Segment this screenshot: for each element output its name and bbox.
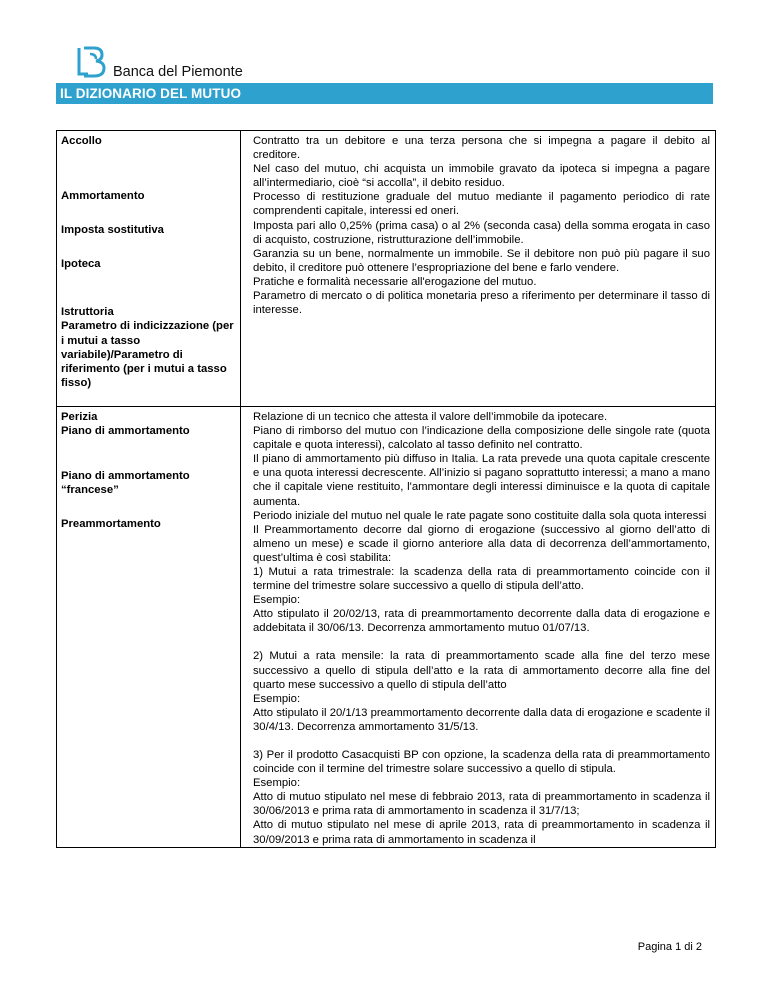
page-number: Pagina 1 di 2 xyxy=(637,941,702,953)
example-label: Esempio: xyxy=(253,594,301,607)
term-accollo: Accollo xyxy=(61,135,102,147)
example-label: Esempio: xyxy=(253,777,301,790)
def-accollo-mutuo: Nel caso del mutuo, chi acquista un immobile gravato da ipoteca si impegna a pagare all’intermediario, cioè “si accolla”, il debito residuo. xyxy=(253,163,710,190)
glossary-table xyxy=(56,130,716,848)
term-istruttoria: Istruttoria xyxy=(61,306,114,319)
term-imposta-sostitutiva: Imposta sostitutiva xyxy=(61,224,164,237)
definitions-cell xyxy=(241,131,716,407)
example-trimestrale: Atto stipulato il 20/02/13, rata di preammortamento decorrente dalla data di erogazione e addebitata il 30/06/13. Decorrenza ammortamento mutuo 01/07/13. xyxy=(253,608,710,635)
def-preammortamento-decorrenza: Il Preammortamento decorre dal giorno di erogazione (successivo al giorno dell’atto di almeno un mese) e scade il giorno anteriore alla data di decorrenza dell’ammortamento, quest’ultima è così stabilita: xyxy=(253,523,710,564)
bank-name: Banca del Piemonte xyxy=(113,64,243,80)
term-preammortamento: Preammortamento xyxy=(61,518,161,531)
term-piano-francese: Piano di ammortamento “francese” xyxy=(61,470,190,497)
def-imposta-sostitutiva: Imposta pari allo 0,25% (prima casa) o al 2% (seconda casa) della somma erogata in caso di acquisto, costruzione, ristrutturazione dell’immobile. xyxy=(253,219,710,246)
term-ammortamento: Ammortamento xyxy=(61,190,145,203)
def-accollo: Contratto tra un debitore e una terza persona che si impegna a pagare il debito al creditore. xyxy=(253,135,710,162)
terms-cell xyxy=(57,131,241,407)
term-ipoteca: Ipoteca xyxy=(61,258,101,271)
bank-logo xyxy=(74,44,243,80)
def-rata-trimestrale: 1) Mutui a rata trimestrale: la scadenza della rata di preammortamento coincide con il termine del trimestre solare successivo a quello di stipula dell’atto. xyxy=(253,565,710,593)
def-piano-ammortamento: Piano di rimborso del mutuo con l’indicazione della composizione delle singole rate (quota capitale e quota interessi), calcolato al tasso definito nel contratto. xyxy=(253,425,710,452)
terms-cell xyxy=(57,406,241,847)
def-rata-mensile: 2) Mutui a rata mensile: la rata di preammortamento scade alla fine del terzo mese successivo a quello di stipula dell’atto e la rata di ammortamento decorre alla fine del quarto mese successivo a quello di stipula dell’atto xyxy=(253,650,710,691)
def-piano-francese: Il piano di ammortamento più diffuso in Italia. La rata prevede una quota capitale crescente e una quota interessi decrescente. All’inizio si pagano soprattutto interessi; a mano a mano che il capitale viene restituito, l'ammontare degli interessi diminuisce e la quota di capitale aumenta. xyxy=(253,453,710,508)
def-perizia: Relazione di un tecnico che attesta il valore dell’immobile da ipotecare. xyxy=(253,410,608,423)
def-preammortamento-intro: Periodo iniziale del mutuo nel quale le rate pagate sono costituite dalla sola quota interessi xyxy=(253,509,707,522)
def-ipoteca: Garanzia su un bene, normalmente un immobile. Se il debitore non può più pagare il suo debito, il creditore può ottenere l’espropriazione del bene e farlo vendere. xyxy=(253,247,710,274)
glossary-row-group-1 xyxy=(57,131,716,407)
def-parametro: Parametro di mercato o di politica monetaria preso a riferimento per determinare il tasso di interesse. xyxy=(253,290,710,317)
term-piano-ammortamento: Piano di ammortamento xyxy=(61,425,190,438)
def-ammortamento: Processo di restituzione graduale del mutuo mediante il pagamento periodico di rate comprendenti capitale, interessi ed oneri. xyxy=(253,191,710,218)
glossary-row-group-2 xyxy=(57,406,716,847)
example-mensile: Atto stipulato il 20/1/13 preammortamento decorrente dalla data di erogazione e scadente il 30/4/13. Decorrenza ammortamento 31/5/13. xyxy=(253,706,710,733)
term-perizia: Perizia xyxy=(61,410,98,423)
term-parametro: Parametro di indicizzazione (per i mutui a tasso variabile)/Parametro di riferimento (per i mutui a tasso fisso) xyxy=(61,320,234,389)
example-febbraio: Atto di mutuo stipulato nel mese di febbraio 2013, rata di preammortamento in scadenza il 30/06/2013 e prima rata di ammortamento in scadenza il 31/7/13; xyxy=(253,791,710,818)
definitions-cell xyxy=(241,406,716,847)
example-label: Esempio: xyxy=(253,692,301,705)
example-aprile: Atto di mutuo stipulato nel mese di aprile 2013, rata di preammortamento in scadenza il 30/09/2013 e prima rata di ammortamento in scadenza il xyxy=(253,819,710,846)
bank-logo-mark-icon xyxy=(74,44,110,80)
def-casacquisti: 3) Per il prodotto Casacquisti BP con opzione, la scadenza della rata di preammortamento coincide con il termine del trimestre solare successivo a quello di stipula. xyxy=(253,749,710,776)
page-title: IL DIZIONARIO DEL MUTUO xyxy=(56,83,713,104)
def-istruttoria: Pratiche e formalità necessarie all'erogazione del mutuo. xyxy=(253,275,537,288)
